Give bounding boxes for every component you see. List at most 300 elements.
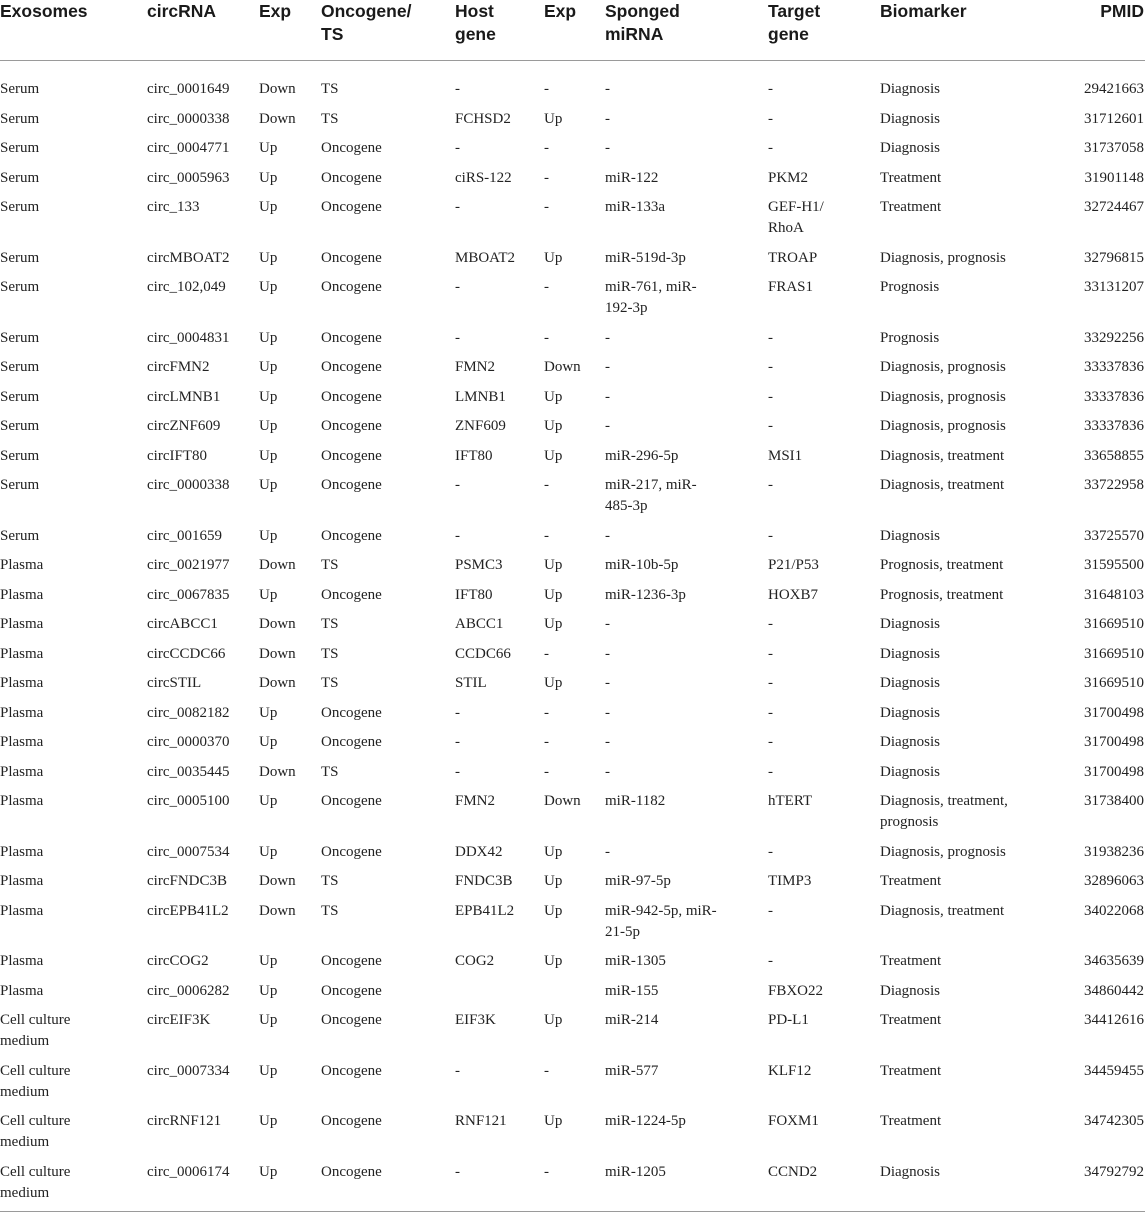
host-expression-cell: Up xyxy=(544,902,563,919)
host-expression-cell: Up xyxy=(544,675,563,691)
header-target-gene: Target gene xyxy=(768,0,880,61)
table-row xyxy=(0,838,1145,868)
host-gene-cell: ZNF609 xyxy=(455,418,506,434)
exosome-source-cell: Plasma xyxy=(0,902,44,919)
table-row xyxy=(0,244,1145,274)
exosome-source-cell: Plasma xyxy=(0,793,44,809)
host-expression-cell: Down xyxy=(544,359,581,375)
host-expression-cell: - xyxy=(544,169,549,186)
host-expression-cell xyxy=(544,977,605,1007)
host-expression-cell: Up xyxy=(544,616,563,632)
pmid-cell: 33131207 xyxy=(1084,279,1144,295)
pmid-cell: 29421663 xyxy=(1084,81,1144,97)
table-row xyxy=(0,669,1145,699)
table-row xyxy=(0,551,1145,581)
host-gene-cell: IFT80 xyxy=(455,447,493,464)
target-gene-cell: - xyxy=(768,843,773,860)
circrna-cell: circ_0082182 xyxy=(147,704,230,721)
table-row xyxy=(0,1107,1145,1158)
header-pmid: PMID xyxy=(1057,0,1145,61)
host-expression-cell: Up xyxy=(544,1113,563,1129)
host-expression-cell: - xyxy=(544,734,549,750)
expression-cell: Up xyxy=(259,477,278,493)
circrna-cell: circ_0067835 xyxy=(147,586,230,603)
oncogene-ts-cell: Oncogene xyxy=(321,1158,455,1212)
oncogene-ts-cell: Oncogene xyxy=(321,199,382,215)
circrna-cell: circ_133 xyxy=(147,199,200,215)
expression-cell: Down xyxy=(259,81,296,97)
exosome-source-cell: Serum xyxy=(0,418,40,434)
sponged-mirna-cell: - xyxy=(605,388,610,405)
exosome-source-cell: Serum xyxy=(0,359,40,375)
pmid-cell: 33337836 xyxy=(1084,388,1144,405)
exosome-source-cell: Plasma xyxy=(0,675,44,691)
sponged-mirna-cell: miR-1305 xyxy=(605,953,666,969)
exosome-source-cell: Plasma xyxy=(0,843,44,860)
oncogene-ts-cell: Oncogene xyxy=(321,1113,382,1129)
table-row xyxy=(0,61,1145,105)
exosome-source-cell: Plasma xyxy=(0,982,44,999)
host-expression-cell: Down xyxy=(544,793,581,809)
host-expression-cell: Up xyxy=(544,843,563,860)
expression-cell: Up xyxy=(259,843,278,860)
pmid-cell: 31700498 xyxy=(1084,734,1144,750)
host-gene-cell: - xyxy=(455,81,460,97)
host-expression-cell: Up xyxy=(544,447,563,464)
exosome-source-cell: Plasma xyxy=(0,557,44,573)
sponged-mirna-cell: - xyxy=(605,110,610,127)
oncogene-ts-cell: Oncogene xyxy=(321,1012,382,1028)
pmid-cell: 34412616 xyxy=(1084,1012,1144,1028)
host-expression-cell: - xyxy=(544,477,549,493)
oncogene-ts-cell: Oncogene xyxy=(321,527,382,544)
circrna-cell: circ_102,049 xyxy=(147,279,226,295)
host-expression-cell: - xyxy=(544,527,549,544)
host-gene-cell: ciRS-122 xyxy=(455,169,512,186)
exosome-source-cell: Plasma xyxy=(0,704,44,721)
circrna-cell: circ_0004771 xyxy=(147,140,230,156)
oncogene-ts-cell: Oncogene xyxy=(321,734,382,750)
table-row xyxy=(0,787,1145,838)
target-gene-cell: - xyxy=(768,704,773,721)
circrna-cell: circEIF3K xyxy=(147,1012,211,1028)
oncogene-ts-cell: Oncogene xyxy=(321,953,382,969)
table-row xyxy=(0,640,1145,670)
expression-cell: Up xyxy=(259,1113,278,1129)
biomarker-cell: Diagnosis xyxy=(880,140,940,156)
host-expression-cell: Up xyxy=(544,388,563,405)
host-expression-cell: Up xyxy=(544,418,563,434)
circrna-cell: circCOG2 xyxy=(147,953,209,969)
exosome-source-cell: Plasma xyxy=(0,645,44,662)
table-row xyxy=(0,164,1145,194)
pmid-cell: 31648103 xyxy=(1084,586,1144,603)
pmid-cell: 31595500 xyxy=(1084,557,1144,573)
host-gene-cell: MBOAT2 xyxy=(455,249,516,266)
header-host-gene: Host gene xyxy=(455,0,544,61)
host-gene-cell: - xyxy=(455,279,460,295)
expression-cell: Up xyxy=(259,447,278,464)
biomarker-cell: Diagnosis xyxy=(880,527,940,544)
expression-cell: Up xyxy=(259,279,278,295)
expression-cell: Up xyxy=(259,388,278,405)
biomarker-cell: Diagnosis xyxy=(880,734,940,750)
host-expression-cell: - xyxy=(544,329,549,346)
expression-cell: Down xyxy=(259,110,296,127)
table-row xyxy=(0,412,1145,442)
sponged-mirna-cell: miR-761, miR- 192-3p xyxy=(605,279,697,316)
expression-cell: Up xyxy=(259,418,278,434)
exosome-source-cell: Serum xyxy=(0,279,40,295)
biomarker-cell: Diagnosis, treatment, prognosis xyxy=(880,793,1008,830)
header-circrna: circRNA xyxy=(147,0,259,61)
expression-cell: Up xyxy=(259,169,278,186)
biomarker-cell: Diagnosis, treatment xyxy=(880,477,1005,493)
host-gene-cell: FMN2 xyxy=(455,793,496,809)
host-expression-cell: - xyxy=(544,1062,549,1079)
table-row xyxy=(0,728,1145,758)
expression-cell: Down xyxy=(259,763,296,780)
target-gene-cell: KLF12 xyxy=(768,1062,812,1079)
expression-cell: Up xyxy=(259,249,278,266)
sponged-mirna-cell: - xyxy=(605,418,610,434)
pmid-cell: 31938236 xyxy=(1084,843,1144,860)
expression-cell: Up xyxy=(259,140,278,156)
biomarker-cell: Prognosis xyxy=(880,329,940,346)
circrna-cell: circ_0005100 xyxy=(147,793,230,809)
oncogene-ts-cell: Oncogene xyxy=(321,586,382,603)
header-biomarker: Biomarker xyxy=(880,0,1057,61)
oncogene-ts-cell: TS xyxy=(321,902,339,919)
circrna-cell: circEPB41L2 xyxy=(147,902,229,919)
expression-cell: Up xyxy=(259,527,278,544)
sponged-mirna-cell: - xyxy=(605,527,610,544)
target-gene-cell: - xyxy=(768,418,773,434)
exosome-source-cell: Plasma xyxy=(0,734,44,750)
host-gene-cell: DDX42 xyxy=(455,843,503,860)
pmid-cell: 31669510 xyxy=(1084,645,1144,662)
oncogene-ts-cell: TS xyxy=(321,675,339,691)
oncogene-ts-cell: Oncogene xyxy=(321,279,382,295)
pmid-cell: 31901148 xyxy=(1084,169,1144,186)
oncogene-ts-cell: Oncogene xyxy=(321,169,382,186)
pmid-cell: 34742305 xyxy=(1084,1113,1144,1129)
header-exp: Exp xyxy=(259,0,321,61)
expression-cell: Up xyxy=(259,1158,321,1212)
oncogene-ts-cell: TS xyxy=(321,110,339,127)
host-gene-cell xyxy=(455,977,544,1007)
oncogene-ts-cell: Oncogene xyxy=(321,1062,382,1079)
host-gene-cell: - xyxy=(455,140,460,156)
circrna-cell: circ_0000338 xyxy=(147,477,230,493)
sponged-mirna-cell: - xyxy=(605,359,610,375)
circrna-cell: circ_0000370 xyxy=(147,734,230,750)
host-expression-cell: Up xyxy=(544,110,563,127)
host-gene-cell: CCDC66 xyxy=(455,645,511,662)
host-gene-cell: IFT80 xyxy=(455,586,493,603)
expression-cell: Down xyxy=(259,675,296,691)
circrna-cell: circABCC1 xyxy=(147,616,218,632)
exosome-source-cell: Cell culture medium xyxy=(0,1062,71,1100)
table-row xyxy=(0,610,1145,640)
host-gene-cell: - xyxy=(455,1062,460,1079)
oncogene-ts-cell: Oncogene xyxy=(321,418,382,434)
pmid-cell: 31700498 xyxy=(1084,763,1144,780)
table-row xyxy=(0,105,1145,135)
exosome-source-cell: Serum xyxy=(0,140,40,156)
pmid-cell: 34459455 xyxy=(1084,1062,1144,1079)
pmid-cell: 31737058 xyxy=(1084,140,1144,156)
biomarker-cell: Diagnosis xyxy=(880,675,940,691)
sponged-mirna-cell: miR-942-5p, miR- 21-5p xyxy=(605,902,717,940)
pmid-cell: 33658855 xyxy=(1084,447,1144,464)
biomarker-cell: Diagnosis, prognosis xyxy=(880,388,1006,405)
table-row xyxy=(0,699,1145,729)
target-gene-cell: - xyxy=(768,359,773,375)
oncogene-ts-cell: TS xyxy=(321,873,339,889)
host-gene-cell: EIF3K xyxy=(455,1012,496,1028)
circrna-cell: circ_0006282 xyxy=(147,982,230,999)
biomarker-cell: Diagnosis, prognosis xyxy=(880,418,1006,434)
target-gene-cell: PD-L1 xyxy=(768,1012,809,1028)
table-row xyxy=(0,1057,1145,1108)
circrna-cell: circ_001659 xyxy=(147,527,222,544)
exosome-source-cell: Cell culture medium xyxy=(0,1158,147,1212)
expression-cell: Up xyxy=(259,1062,278,1079)
sponged-mirna-cell: miR-1224-5p xyxy=(605,1113,686,1129)
circrna-cell: circSTIL xyxy=(147,675,202,691)
biomarker-cell: Diagnosis xyxy=(880,763,940,780)
pmid-cell: 31700498 xyxy=(1084,704,1144,721)
pmid-cell: 33292256 xyxy=(1084,329,1144,346)
circrna-cell: circLMNB1 xyxy=(147,388,221,405)
pmid-cell: 33725570 xyxy=(1084,527,1144,544)
biomarker-cell: Diagnosis, treatment xyxy=(880,447,1005,464)
host-gene-cell: - xyxy=(455,763,460,780)
host-expression-cell: - xyxy=(544,279,549,295)
sponged-mirna-cell: - xyxy=(605,734,610,750)
oncogene-ts-cell: Oncogene xyxy=(321,329,382,346)
exosome-source-cell: Plasma xyxy=(0,616,44,632)
table-body xyxy=(0,61,1145,1212)
host-gene-cell: STIL xyxy=(455,675,487,691)
circrna-cell: circ_0001649 xyxy=(147,81,230,97)
biomarker-cell: Diagnosis, prognosis xyxy=(880,843,1006,860)
sponged-mirna-cell: - xyxy=(605,329,610,346)
biomarker-cell: Diagnosis xyxy=(880,110,940,127)
biomarker-cell: Diagnosis, prognosis xyxy=(880,249,1006,266)
table-row xyxy=(0,273,1145,324)
host-gene-cell: EPB41L2 xyxy=(455,902,515,919)
host-gene-cell: - xyxy=(455,477,460,493)
expression-cell: Up xyxy=(259,982,278,999)
sponged-mirna-cell: - xyxy=(605,763,610,780)
oncogene-ts-cell: Oncogene xyxy=(321,477,382,493)
exosome-source-cell: Serum xyxy=(0,447,40,464)
host-gene-cell: FMN2 xyxy=(455,359,496,375)
host-gene-cell: - xyxy=(455,527,460,544)
circrna-cell: circ_0006174 xyxy=(147,1158,259,1212)
circrna-cell: circZNF609 xyxy=(147,418,221,434)
pmid-cell: 32896063 xyxy=(1084,873,1144,889)
biomarker-cell: Treatment xyxy=(880,953,942,969)
oncogene-ts-cell: TS xyxy=(321,616,339,632)
exosome-source-cell: Serum xyxy=(0,169,40,186)
biomarker-cell: Prognosis, treatment xyxy=(880,586,1004,603)
biomarker-cell: Diagnosis xyxy=(880,982,940,999)
expression-cell: Up xyxy=(259,359,278,375)
table-header xyxy=(0,0,1145,61)
oncogene-ts-cell: Oncogene xyxy=(321,359,382,375)
circrna-cell: circ_0005963 xyxy=(147,169,230,186)
pmid-cell: 34792792 xyxy=(1057,1158,1145,1212)
pmid-cell: 34022068 xyxy=(1084,902,1144,919)
exosome-source-cell: Cell culture medium xyxy=(0,1012,71,1049)
circrna-cell: circCCDC66 xyxy=(147,645,226,662)
biomarker-cell: Prognosis, treatment xyxy=(880,557,1004,573)
circrna-cell: circFNDC3B xyxy=(147,873,227,889)
oncogene-ts-cell: TS xyxy=(321,557,339,573)
pmid-cell: 31669510 xyxy=(1084,675,1144,691)
host-expression-cell: Up xyxy=(544,873,563,889)
pmid-cell: 31669510 xyxy=(1084,616,1144,632)
host-gene-cell: COG2 xyxy=(455,953,495,969)
pmid-cell: 34635639 xyxy=(1084,953,1144,969)
expression-cell: Up xyxy=(259,793,278,809)
table-row xyxy=(0,1006,1145,1057)
table-row xyxy=(0,324,1145,354)
host-gene-cell: - xyxy=(455,1158,544,1212)
host-expression-cell: - xyxy=(544,1158,605,1212)
expression-cell: Down xyxy=(259,557,296,573)
host-gene-cell: FNDC3B xyxy=(455,873,513,889)
target-gene-cell: PKM2 xyxy=(768,169,809,186)
pmid-cell: 31712601 xyxy=(1084,110,1144,127)
sponged-mirna-cell: miR-122 xyxy=(605,169,659,186)
biomarker-cell: Diagnosis xyxy=(880,1158,1057,1212)
host-expression-cell: - xyxy=(544,199,549,215)
circrna-cell: circ_0000338 xyxy=(147,110,230,127)
host-expression-cell: Up xyxy=(544,953,563,969)
biomarker-cell: Diagnosis xyxy=(880,645,940,662)
expression-cell: Up xyxy=(259,1012,278,1028)
target-gene-cell: - xyxy=(768,902,773,919)
host-expression-cell: Up xyxy=(544,586,563,603)
target-gene-cell: FRAS1 xyxy=(768,279,814,295)
table-row xyxy=(0,522,1145,552)
target-gene-cell: FOXM1 xyxy=(768,1113,819,1129)
table-row xyxy=(0,471,1145,522)
exosome-source-cell: Serum xyxy=(0,81,40,97)
biomarker-cell: Treatment xyxy=(880,1012,942,1028)
header-sponged-mirna: Sponged miRNA xyxy=(605,0,768,61)
header-row xyxy=(0,0,1145,61)
oncogene-ts-cell: TS xyxy=(321,81,339,97)
host-expression-cell: - xyxy=(544,645,549,662)
sponged-mirna-cell: - xyxy=(605,704,610,721)
oncogene-ts-cell: Oncogene xyxy=(321,388,382,405)
host-gene-cell: - xyxy=(455,704,460,721)
biomarker-cell: Treatment xyxy=(880,1062,942,1079)
target-gene-cell: CCND2 xyxy=(768,1158,880,1212)
oncogene-ts-cell: Oncogene xyxy=(321,793,382,809)
host-expression-cell: - xyxy=(544,763,549,780)
biomarker-cell: Diagnosis xyxy=(880,704,940,721)
biomarker-cell: Treatment xyxy=(880,1113,942,1129)
exosome-source-cell: Plasma xyxy=(0,763,44,780)
host-gene-cell: - xyxy=(455,199,460,215)
exosome-source-cell: Cell culture medium xyxy=(0,1113,71,1150)
expression-cell: Up xyxy=(259,953,278,969)
sponged-mirna-cell: - xyxy=(605,140,610,156)
biomarker-cell: Diagnosis xyxy=(880,616,940,632)
sponged-mirna-cell: miR-1182 xyxy=(605,793,666,809)
exosome-source-cell: Serum xyxy=(0,527,40,544)
biomarker-cell: Diagnosis xyxy=(880,81,940,97)
target-gene-cell: HOXB7 xyxy=(768,586,819,603)
oncogene-ts-cell: Oncogene xyxy=(321,447,382,464)
sponged-mirna-cell: - xyxy=(605,675,610,691)
host-gene-cell: PSMC3 xyxy=(455,557,503,573)
biomarker-cell: Treatment xyxy=(880,873,942,889)
host-expression-cell: Up xyxy=(544,557,563,573)
header-exosomes: Exosomes xyxy=(0,0,147,61)
circrna-cell: circ_0004831 xyxy=(147,329,230,346)
biomarker-cell: Diagnosis, treatment xyxy=(880,902,1005,919)
oncogene-ts-cell: Oncogene xyxy=(321,704,382,721)
sponged-mirna-cell: miR-1205 xyxy=(605,1158,768,1212)
target-gene-cell: MSI1 xyxy=(768,447,803,464)
target-gene-cell: - xyxy=(768,645,773,662)
oncogene-ts-cell: Oncogene xyxy=(321,843,382,860)
table-row xyxy=(0,867,1145,897)
target-gene-cell: - xyxy=(768,81,773,97)
exosome-source-cell: Serum xyxy=(0,110,40,127)
exosome-source-cell: Serum xyxy=(0,329,40,346)
target-gene-cell: - xyxy=(768,140,773,156)
target-gene-cell: GEF-H1/ RhoA xyxy=(768,199,824,236)
sponged-mirna-cell: miR-1236-3p xyxy=(605,586,686,603)
oncogene-ts-cell: TS xyxy=(321,645,339,662)
pmid-cell: 34860442 xyxy=(1084,982,1144,999)
circrna-cell: circFMN2 xyxy=(147,359,210,375)
exosome-source-cell: Serum xyxy=(0,477,40,493)
target-gene-cell: - xyxy=(768,388,773,405)
exosome-source-cell: Serum xyxy=(0,199,40,215)
exosome-source-cell: Plasma xyxy=(0,873,44,889)
biomarker-cell: Treatment xyxy=(880,169,942,186)
target-gene-cell: - xyxy=(768,734,773,750)
circrna-cell: circ_0035445 xyxy=(147,763,230,780)
sponged-mirna-cell: - xyxy=(605,616,610,632)
circrna-cell: circ_0021977 xyxy=(147,557,230,573)
sponged-mirna-cell: miR-133a xyxy=(605,199,665,215)
target-gene-cell: - xyxy=(768,616,773,632)
sponged-mirna-cell: - xyxy=(605,843,610,860)
pmid-cell: 32724467 xyxy=(1084,199,1144,215)
sponged-mirna-cell: miR-577 xyxy=(605,1062,659,1079)
biomarker-cell: Treatment xyxy=(880,199,942,215)
host-gene-cell: ABCC1 xyxy=(455,616,504,632)
target-gene-cell: - xyxy=(768,477,773,493)
exosome-source-cell: Plasma xyxy=(0,586,44,603)
table-row xyxy=(0,581,1145,611)
table-row xyxy=(0,383,1145,413)
pmid-cell: 33722958 xyxy=(1084,477,1144,493)
target-gene-cell: - xyxy=(768,675,773,691)
table-row xyxy=(0,353,1145,383)
expression-cell: Up xyxy=(259,329,278,346)
